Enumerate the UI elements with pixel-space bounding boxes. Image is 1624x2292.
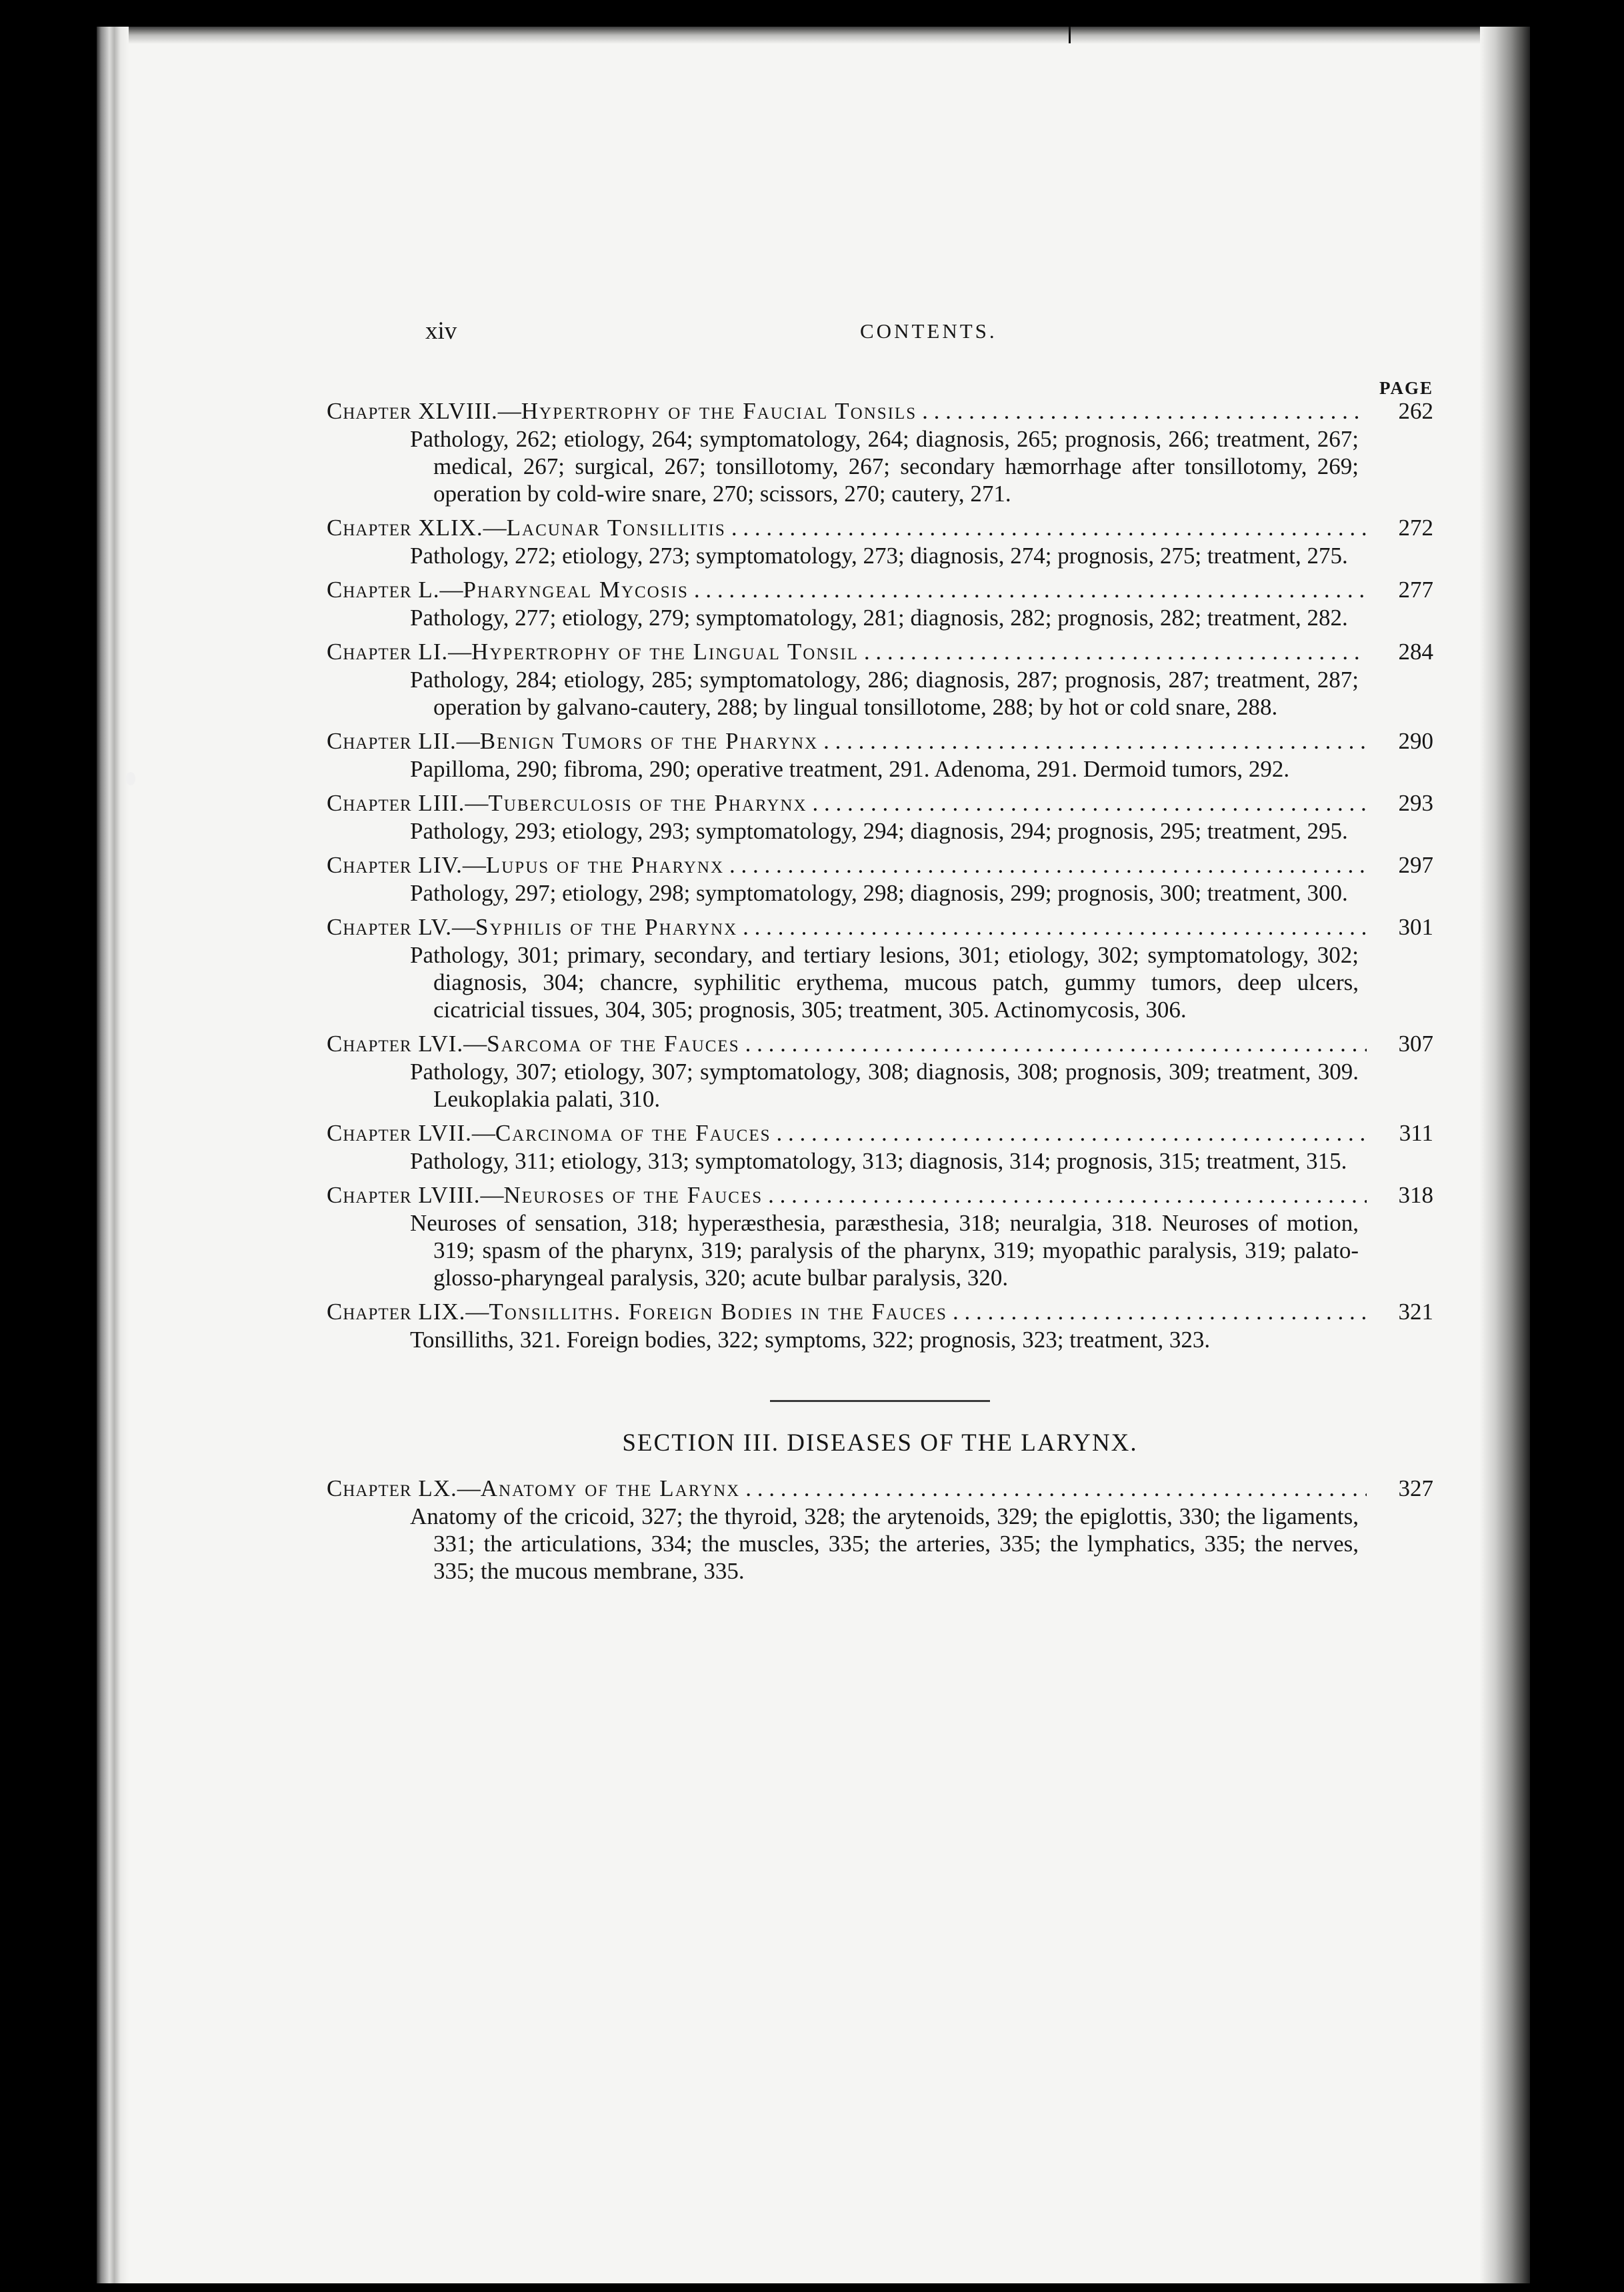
chapter-number: Chapter LVII. xyxy=(327,1120,472,1146)
chapter-entry xyxy=(327,1181,1433,1291)
em-dash: — xyxy=(457,1475,481,1501)
chapter-heading xyxy=(327,913,1433,941)
chapter-entry xyxy=(327,1119,1433,1175)
chapter-number: Chapter LV. xyxy=(327,914,453,940)
chapter-heading xyxy=(327,1298,1433,1326)
chapter-page-number: 321 xyxy=(1398,1299,1433,1325)
chapter-entry xyxy=(327,514,1433,569)
page-binding-edge xyxy=(97,27,129,2283)
dot-leader xyxy=(813,789,1367,817)
chapter-contents: Pathology, 311; etiology, 313; symptomatology, 313; diagnosis, 314; prognosis, 315; treatment, 315. xyxy=(410,1148,1347,1174)
chapter-contents: Pathology, 277; etiology, 279; symptomatology, 281; diagnosis, 282; prognosis, 282; treatment, 282. xyxy=(410,605,1348,631)
section-divider xyxy=(770,1400,990,1402)
chapter-title: Anatomy of the Larynx xyxy=(480,1475,741,1501)
em-dash: — xyxy=(471,1120,495,1146)
chapter-heading xyxy=(327,851,1433,879)
section-title: SECTION III. DISEASES OF THE LARYNX. xyxy=(622,1429,1138,1457)
chapter-entry xyxy=(327,638,1433,721)
chapter-contents: Pathology, 272; etiology, 273; symptomatology, 273; diagnosis, 274; prognosis, 275; treatment, 275. xyxy=(410,543,1348,569)
chapter-contents: Neuroses of sensation, 318; hyperæsthesia, paræsthesia, 318; neuralgia, 318. Neuroses of motion, 319; spasm of the pharynx, 319; paralysis of the pharynx, 319; myopathic paralysis, 319; palato-glosso-pharyngeal paralysis, 320; acute bulbar paralysis, 320. xyxy=(410,1210,1359,1291)
chapter-title: Hypertrophy of the Faucial Tonsils xyxy=(521,398,917,424)
chapter-heading xyxy=(327,1181,1433,1209)
chapter-heading xyxy=(327,1030,1433,1058)
chapter-contents: Pathology, 307; etiology, 307; symptomatology, 308; diagnosis, 308; prognosis, 309; treatment, 309. Leukoplakia palati, 310. xyxy=(410,1059,1359,1112)
chapter-contents: Pathology, 301; primary, secondary, and tertiary lesions, 301; etiology, 302; symptomatology, 302; diagnosis, 304; chancre, syphilitic erythema, mucous patch, gummy tumors, deep ulcers, cicatricial tissues, 304, 305; prognosis, 305; treatment, 305. Actinomycosis, 306. xyxy=(410,942,1359,1023)
chapter-heading xyxy=(327,727,1433,755)
chapter-entry xyxy=(327,789,1433,845)
chapter-number: Chapter XLVIII. xyxy=(327,398,498,424)
chapter-entry xyxy=(327,576,1433,631)
contents-text xyxy=(327,143,1433,398)
chapter-heading xyxy=(327,576,1433,604)
chapter-heading xyxy=(327,397,1433,425)
chapter-title: Benign Tumors of the Pharynx xyxy=(479,728,819,754)
chapter-page-number: 277 xyxy=(1398,577,1433,603)
em-dash: — xyxy=(480,1182,504,1208)
chapter-page-number: 318 xyxy=(1398,1182,1433,1208)
chapter-title: Carcinoma of the Fauces xyxy=(495,1120,771,1146)
chapter-page-number: 307 xyxy=(1398,1031,1433,1057)
chapter-entry xyxy=(327,1030,1433,1113)
chapter-entry xyxy=(327,397,1433,507)
chapter-page-number: 297 xyxy=(1398,852,1433,878)
chapter-page-number: 301 xyxy=(1398,914,1433,940)
chapter-heading xyxy=(327,514,1433,542)
chapter-entry xyxy=(327,913,1433,1023)
chapter-title: Lupus of the Pharynx xyxy=(485,852,725,878)
chapter-contents: Pathology, 293; etiology, 293; symptomatology, 294; diagnosis, 294; prognosis, 295; treatment, 295. xyxy=(410,818,1348,844)
chapter-number: Chapter LII. xyxy=(327,728,457,754)
chapter-number: Chapter LI. xyxy=(327,639,449,665)
chapter-entry xyxy=(327,851,1433,907)
scan-artifact xyxy=(1069,27,1071,43)
dot-leader xyxy=(729,851,1367,879)
chapter-page-number: 311 xyxy=(1399,1120,1433,1146)
chapter-page-number: 262 xyxy=(1398,398,1433,424)
chapter-number: Chapter LIII. xyxy=(327,790,465,816)
em-dash: — xyxy=(465,1299,489,1325)
chapter-list xyxy=(327,397,1433,1591)
chapter-number: Chapter LVIII. xyxy=(327,1182,481,1208)
chapter-contents: Tonsilliths, 321. Foreign bodies, 322; symptoms, 322; prognosis, 323; treatment, 323. xyxy=(410,1327,1211,1353)
chapter-contents: Pathology, 284; etiology, 285; symptomatology, 286; diagnosis, 287; prognosis, 287; treatment, 287; operation by galvano-cautery, 288; by lingual tonsillotome, 288; by hot or cold snare, 288. xyxy=(410,667,1359,720)
chapter-heading xyxy=(327,638,1433,666)
chapter-contents: Pathology, 262; etiology, 264; symptomatology, 264; diagnosis, 265; prognosis, 266; treatment, 267; medical, 267; surgical, 267; tonsillotomy, 267; secondary hæmorrhage after tonsillotomy, 269; operation by cold-wire snare, 270; scissors, 270; cautery, 271. xyxy=(410,426,1359,507)
dot-leader xyxy=(768,1181,1367,1209)
chapter-heading xyxy=(327,1119,1433,1147)
dot-leader xyxy=(823,727,1367,755)
dot-leader xyxy=(864,638,1367,666)
book-page xyxy=(97,27,1530,2283)
scan-artifact xyxy=(126,772,135,785)
dot-leader xyxy=(745,1030,1367,1058)
chapter-number: Chapter XLIX. xyxy=(327,515,483,541)
running-head xyxy=(327,317,1433,398)
chapter-title: Syphilis of the Pharynx xyxy=(475,914,738,940)
em-dash: — xyxy=(462,852,486,878)
dot-leader xyxy=(694,576,1367,604)
chapter-title: Sarcoma of the Fauces xyxy=(487,1031,740,1057)
em-dash: — xyxy=(465,790,489,816)
em-dash: — xyxy=(439,577,463,603)
dot-leader xyxy=(745,1475,1367,1503)
chapter-title: Hypertrophy of the Lingual Tonsil xyxy=(471,639,859,665)
chapter-contents: Anatomy of the cricoid, 327; the thyroid, 328; the arytenoids, 329; the epiglottis, 330; the ligaments, 331; the articulations, 334; the muscles, 335; the arteries, 335; the lymphatics, 335; the nerves, 335; the mucous membrane, 335. xyxy=(410,1503,1359,1584)
chapter-title: Neuroses of the Fauces xyxy=(503,1182,763,1208)
chapter-page-number: 284 xyxy=(1398,639,1433,665)
chapter-contents: Papilloma, 290; fibroma, 290; operative treatment, 291. Adenoma, 291. Dermoid tumors, 292. xyxy=(410,756,1290,782)
chapter-number: Chapter LVI. xyxy=(327,1031,464,1057)
chapter-number: Chapter L. xyxy=(327,577,440,603)
chapter-entry xyxy=(327,1475,1433,1585)
page-top-shadow xyxy=(97,27,1530,44)
chapter-number: Chapter LX. xyxy=(327,1475,457,1501)
page-right-shadow xyxy=(1480,27,1530,2283)
em-dash: — xyxy=(483,515,507,541)
em-dash: — xyxy=(463,1031,487,1057)
chapter-entry xyxy=(327,1298,1433,1353)
dot-leader xyxy=(922,397,1367,425)
chapter-page-number: 290 xyxy=(1398,728,1433,754)
chapter-title: Lacunar Tonsillitis xyxy=(506,515,726,541)
em-dash: — xyxy=(456,728,480,754)
em-dash: — xyxy=(452,914,476,940)
running-title: CONTENTS. xyxy=(860,319,997,343)
dot-leader xyxy=(743,913,1367,941)
chapter-heading xyxy=(327,789,1433,817)
em-dash: — xyxy=(448,639,472,665)
chapter-page-number: 293 xyxy=(1398,790,1433,816)
em-dash: — xyxy=(497,398,521,424)
chapter-entry xyxy=(327,727,1433,783)
chapter-title: Pharyngeal Mycosis xyxy=(463,577,689,603)
chapter-number: Chapter LIV. xyxy=(327,852,463,878)
dot-leader xyxy=(731,514,1367,542)
dot-leader xyxy=(777,1119,1367,1147)
chapter-heading xyxy=(327,1475,1433,1503)
chapter-page-number: 272 xyxy=(1398,515,1433,541)
chapter-contents: Pathology, 297; etiology, 298; symptomatology, 298; diagnosis, 299; prognosis, 300; treatment, 300. xyxy=(410,880,1348,906)
chapter-title: Tonsilliths. Foreign Bodies in the Fauces xyxy=(489,1299,947,1325)
page-folio: xiv xyxy=(425,317,457,345)
dot-leader xyxy=(953,1298,1367,1326)
chapter-page-number: 327 xyxy=(1398,1475,1433,1501)
chapter-title: Tuberculosis of the Pharynx xyxy=(488,790,807,816)
page-column-label: PAGE xyxy=(1379,378,1433,398)
chapter-number: Chapter LIX. xyxy=(327,1299,466,1325)
